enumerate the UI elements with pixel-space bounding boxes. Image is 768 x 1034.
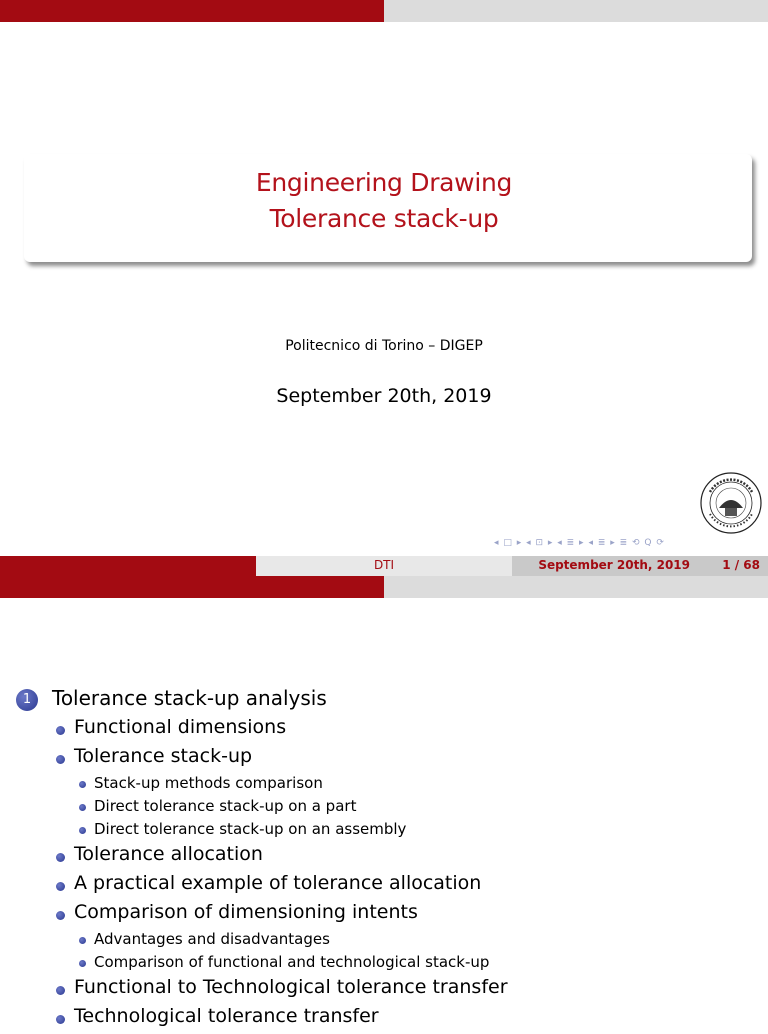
header-bar-right bbox=[384, 0, 768, 22]
institute-text: Politecnico di Torino – DIGEP bbox=[285, 338, 483, 354]
bullet-icon bbox=[56, 986, 65, 995]
slide2-header-bar-right bbox=[384, 576, 768, 598]
bullet-icon bbox=[56, 853, 65, 862]
toc-section[interactable] bbox=[16, 686, 756, 716]
section-number-badge: 1 bbox=[16, 689, 38, 711]
toc-item[interactable] bbox=[16, 716, 756, 745]
toc-subitem-label: Stack-up methods comparison bbox=[94, 774, 323, 792]
header-bar-left bbox=[0, 0, 384, 22]
toc-item[interactable] bbox=[16, 901, 756, 930]
bullet-icon bbox=[79, 804, 86, 811]
toc-subitem-label: Comparison of functional and technological stack-up bbox=[94, 953, 490, 971]
section-title: Tolerance stack-up analysis bbox=[52, 686, 327, 710]
footer-page-number: 1 / 68 bbox=[722, 558, 760, 572]
footer-short-title: DTI bbox=[373, 558, 395, 572]
toc-item-label: Technological tolerance transfer bbox=[74, 1005, 379, 1027]
bullet-icon bbox=[79, 937, 86, 944]
slide-subtitle: Tolerance stack-up bbox=[269, 204, 499, 233]
bullet-icon bbox=[79, 827, 86, 834]
beamer-navigation-controls[interactable]: ◂ □ ▸ ◂ ⊡ ▸ ◂ ≣ ▸ ◂ ≣ ▸ ≣ ⟲ Q ⟳ bbox=[494, 538, 665, 548]
toc-subitem[interactable] bbox=[16, 953, 756, 976]
toc-item-label: Comparison of dimensioning intents bbox=[74, 901, 418, 923]
toc-item-label: A practical example of tolerance allocation bbox=[74, 872, 482, 894]
bullet-icon bbox=[79, 781, 86, 788]
toc-subitem[interactable] bbox=[16, 774, 756, 797]
toc-subitem-label: Advantages and disadvantages bbox=[94, 930, 330, 948]
bullet-icon bbox=[56, 755, 65, 764]
table-of-contents bbox=[16, 686, 756, 1034]
toc-item[interactable] bbox=[16, 1005, 756, 1034]
toc-item[interactable] bbox=[16, 745, 756, 774]
toc-subitem[interactable] bbox=[16, 797, 756, 820]
toc-item-label: Functional dimensions bbox=[74, 716, 287, 738]
bullet-icon bbox=[56, 882, 65, 891]
university-seal-logo bbox=[700, 472, 762, 534]
bullet-icon bbox=[79, 960, 86, 967]
toc-item-label: Functional to Technological tolerance transfer bbox=[74, 976, 508, 998]
toc-subitem[interactable] bbox=[16, 820, 756, 843]
bullet-icon bbox=[56, 911, 65, 920]
slide-title: Engineering Drawing bbox=[255, 168, 513, 197]
toc-item-label: Tolerance allocation bbox=[74, 843, 263, 865]
slide2-header-bar-left bbox=[0, 576, 384, 598]
bullet-icon bbox=[56, 726, 65, 735]
presentation-date: September 20th, 2019 bbox=[276, 385, 492, 407]
toc-item[interactable] bbox=[16, 872, 756, 901]
toc-item-label: Tolerance stack-up bbox=[74, 745, 253, 767]
toc-item[interactable] bbox=[16, 843, 756, 872]
footer-date: September 20th, 2019 bbox=[538, 558, 690, 572]
toc-subitem-label: Direct tolerance stack-up on a part bbox=[94, 797, 357, 815]
bullet-icon bbox=[56, 1015, 65, 1024]
toc-item[interactable] bbox=[16, 976, 756, 1005]
toc-subitem[interactable] bbox=[16, 930, 756, 953]
toc-subitem-label: Direct tolerance stack-up on an assembly bbox=[94, 820, 407, 838]
